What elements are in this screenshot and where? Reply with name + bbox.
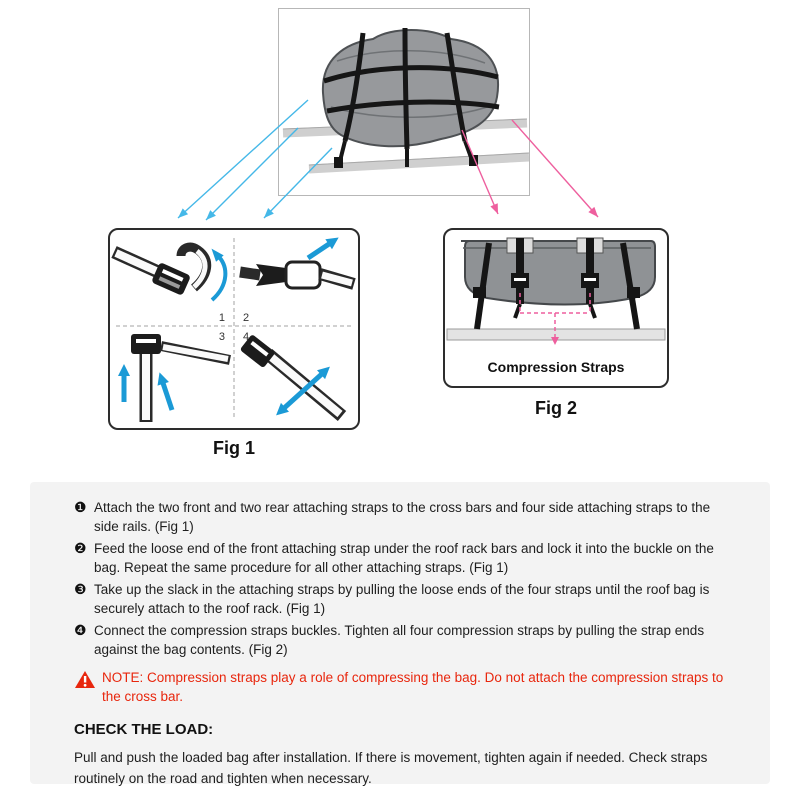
side-release-buckle-detail [240,233,354,288]
instruction-step-3 [74,580,734,618]
instruction-step-4 [74,621,734,659]
step-2-text: Feed the loose end of the front attaching strap under the roof rack bars and lock it into the buckle on the bag. Repeat the same procedure for all other attaching straps. (Fig 1) [94,541,714,575]
quadrant-number-4: 4 [243,331,250,343]
buckle-icon [473,287,486,298]
note-row [74,668,734,706]
step-3-bullet: ❸ [74,581,87,597]
step-3-text: Take up the slack in the attaching straps by pulling the loose ends of the four straps until the roof bag is securely attach to the roof rack. (Fig 1) [94,582,710,616]
quadrant-number-1: 1 [218,312,225,324]
fig2-caption: Fig 2 [534,398,577,418]
fig1-caption: Fig 1 [212,438,255,458]
step-1-bullet: ❶ [74,499,87,515]
cam-buckle-detail [114,245,225,300]
pull-strap-detail [240,334,342,420]
fig1-panel [108,228,360,430]
warning-icon [74,668,102,706]
note-text: NOTE: Compression straps play a role of compressing the bag. Do not attach the compression straps to the cross bar. [102,670,724,704]
instructions-panel [30,482,770,784]
buckle-icon [469,155,478,166]
cargo-bag-illustration [279,9,529,195]
quadrant-number-2: 2 [243,312,250,324]
step-4-text: Connect the compression straps buckles. Tighten all four compression straps by pulling the strap ends against the bag contents. (Fig 2) [94,623,705,657]
step-4-bullet: ❹ [74,622,87,638]
lock-buckle-detail [118,334,230,422]
click-arrow-icon [308,242,332,258]
pull-up-arrow-icon [162,380,172,410]
main-illustration-panel [278,8,530,196]
instruction-step-2 [74,539,734,577]
instruction-step-1 [74,498,734,536]
buckle-icon [627,287,640,298]
check-load-heading: CHECK THE LOAD: [74,721,214,738]
fig2-panel [443,228,669,388]
quadrant-number-3: 3 [218,331,225,343]
fig1-illustration [110,230,358,428]
check-load-text: Pull and push the loaded bag after installation. If there is movement, tighten again if needed. Check straps routinely on the road and tighten when necessary. [74,750,708,786]
buckle-icon [334,157,343,168]
fig2-illustration [445,235,667,353]
thread-arrow-icon [212,254,225,300]
step-1-text: Attach the two front and two rear attaching straps to the cross bars and four side attaching straps to the side rails. (Fig 1) [94,500,711,534]
compression-straps-label: Compression Straps [487,359,625,375]
step-2-bullet: ❷ [74,540,87,556]
